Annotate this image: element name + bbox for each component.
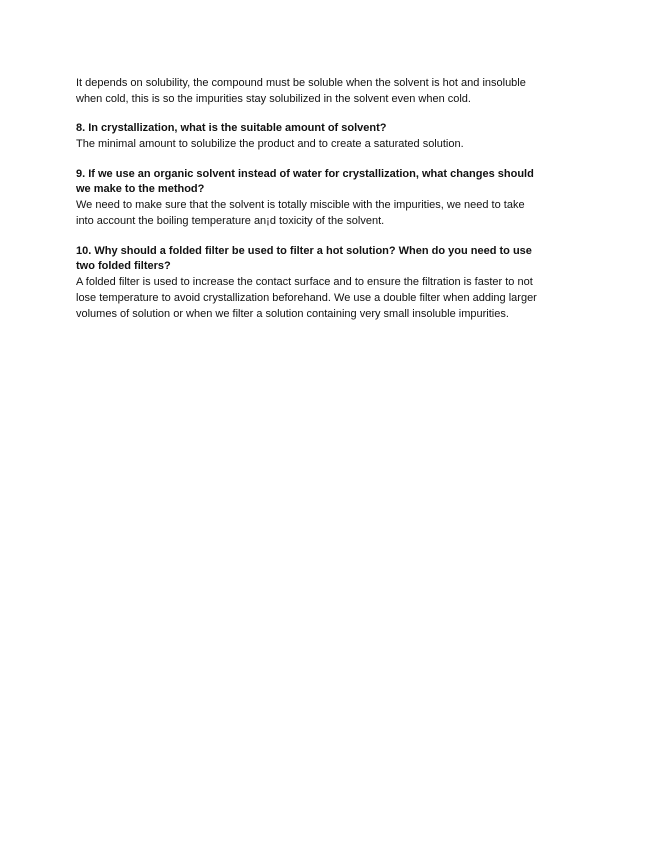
answer-9 — [76, 197, 581, 229]
answer-10-line: volumes of solution or when we filter a solution containing very small insoluble impurities. — [76, 308, 509, 320]
answer-8 — [76, 136, 581, 152]
question-9 — [76, 167, 581, 197]
answer-10 — [76, 274, 581, 322]
answer-9-line: into account the boiling temperature an¡d toxicity of the solvent. — [76, 215, 385, 227]
answer-10-line: A folded filter is used to increase the contact surface and to ensure the filtration is faster to not — [76, 276, 533, 288]
answer-10-line: lose temperature to avoid crystallization beforehand. We use a double filter when adding larger — [76, 292, 537, 304]
answer-9-line: We need to make sure that the solvent is totally miscible with the impurities, we need to take — [76, 199, 525, 211]
spacer — [76, 152, 581, 167]
intro-answer — [76, 75, 581, 107]
question-8 — [76, 121, 581, 136]
question-9-line: we make to the method? — [76, 183, 205, 195]
question-8-line: 8. In crystallization, what is the suitable amount of solvent? — [76, 122, 387, 134]
question-10-line: 10. Why should a folded filter be used to filter a hot solution? When do you need to use — [76, 245, 532, 257]
document-body — [76, 75, 581, 322]
question-10 — [76, 244, 581, 274]
spacer — [76, 229, 581, 244]
question-9-line: 9. If we use an organic solvent instead of water for crystallization, what changes should — [76, 168, 534, 180]
spacer — [76, 107, 581, 121]
answer-8-line: The minimal amount to solubilize the product and to create a saturated solution. — [76, 138, 464, 150]
intro-answer-line: when cold, this is so the impurities stay solubilized in the solvent even when cold. — [76, 93, 471, 105]
intro-answer-line: It depends on solubility, the compound must be soluble when the solvent is hot and insoluble — [76, 77, 526, 89]
question-10-line: two folded filters? — [76, 260, 171, 272]
